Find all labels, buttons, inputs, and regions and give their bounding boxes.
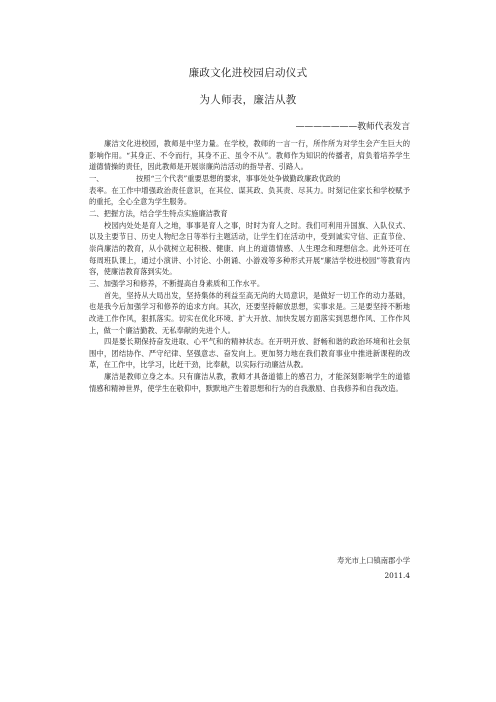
document-date: 2011.4 (384, 571, 410, 580)
section-4-paragraph: 四是要长期保持奋发进取、心平气和的精神状态。在开明开放、舒畅和谐的政治环境和社会氛围中，团结协作、严守纪律、坚强意志、奋发向上。更加努力地在我们教育事业中推进新课程的改革，在工作中，比学习，比赶干劲，比奉献，以实际行动廉洁从教。 (89, 337, 410, 370)
section-heading-1-text: 按照“三个代表”重要思想的要求，事事处处争做勤政廉政优政的 (136, 173, 341, 183)
section-number-1: 一、 (89, 173, 104, 183)
section-heading-3: 三、加强学习和修养，不断提高自身素质和工作水平。 (89, 278, 265, 288)
section-1-paragraph: 表率。在工作中增强政治责任意识，在其位、谋其政、负其责、尽其力。时刻记住家长和学校赋予的重托，全心全意为学生服务。 (89, 185, 410, 207)
closing-paragraph: 廉洁是教师立身之本。只有廉洁从教，教师才具备道德上的感召力，才能深刻影响学生的道德情感和精神世界，使学生在敬仰中，默默地产生着思想和行为的自我激励、自我修养和自我改造。 (89, 372, 410, 393)
intro-paragraph: 廉洁文化进校园，教师是中坚力量。在学校，教师的一言一行，所作所为对学生会产生巨大的影响作用。“其身正、不令而行，其身不正、虽令不从”。教师作为知识的传播者，肩负着培养学生道德情操的责任，因此教师是开展崇廉尚洁活动的指导者、引路人。 (89, 139, 410, 172)
document-subtitle: 为人师表，廉洁从教 (199, 94, 297, 106)
section-heading-2: 二、把握方法，结合学生特点实施廉洁教育 (89, 208, 228, 218)
section-heading-1 (89, 173, 410, 185)
section-2-paragraph: 校园内处处是育人之地，事事是育人之事，时时为育人之时。我们可利用升国旗、入队仪式、以及主要节日、历史人物纪念日等举行主题活动，让学生们在活动中，受到诚实守信、正直节俭、崇尚廉洁的教育，从小就树立起积极、健康、向上的道德情感、人生理念和理想信念。此外还可在每周班队课上，通过小演讲、小讨论、小朗诵、小游戏等多种形式开展“廉洁学校进校园”等教育内容，使廉洁教育落到实处。 (89, 220, 410, 277)
school-name: 寿光市上口镇南郡小学 (337, 556, 410, 565)
section-3-paragraph: 首先，坚持从大局出发，坚持集体的利益至高无尚的大局意识，是做好一切工作的动力基础，也是我今后加强学习和修养的追求方向。其次，还要坚持解放思想，实事求是。三是要坚持不断地改进工作作风，狠抓落实。切实在优化环境、扩大开放、加快发展方面落实到思想作风、工作作风上，做一个廉洁勤教、无私奉献的先进个人。 (89, 290, 410, 335)
speaker-attribution: ———————教师代表发言 (295, 122, 410, 132)
document-title: 廉政文化进校园启动仪式 (188, 67, 308, 79)
document-body (89, 138, 410, 394)
